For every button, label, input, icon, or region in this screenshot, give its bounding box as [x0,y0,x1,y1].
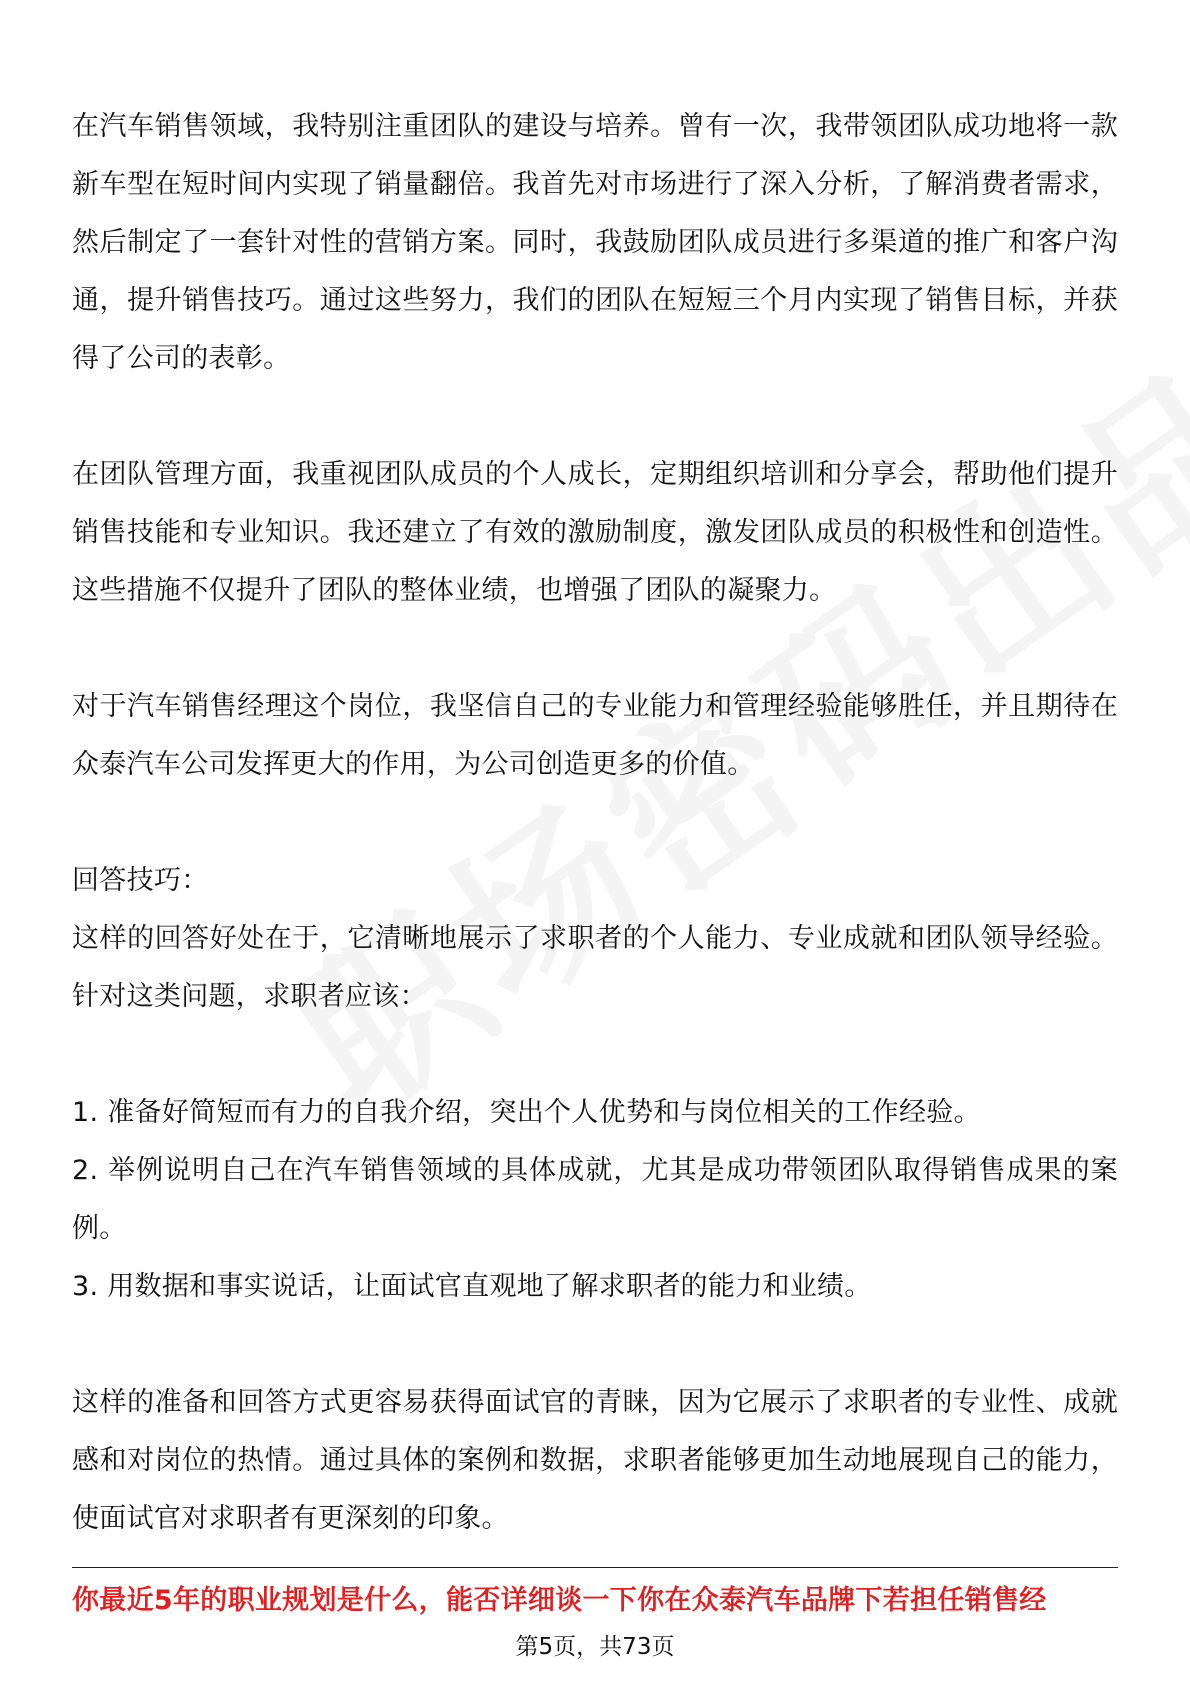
tip-list-item: 1. 准备好简短而有力的自我介绍，突出个人优势和与岗位相关的工作经验。 [72,1097,981,1128]
tips-intro: 这样的回答好处在于，它清晰地展示了求职者的个人能力、专业成就和团队领导经验。针对这类问题，求职者应该： [72,923,1118,1012]
paragraph-spacer [72,1316,1118,1374]
tips-heading: 回答技巧： [72,865,209,896]
paragraph-confidence: 对于汽车销售经理这个岗位，我坚信自己的专业能力和管理经验能够胜任，并且期待在众泰汽车公司发挥更大的作用，为公司创造更多的价值。 [72,691,1118,780]
tip-list-item: 3. 用数据和事实说话，让面试官直观地了解求职者的能力和业绩。 [72,1271,872,1302]
paragraph-spacer [72,388,1118,446]
paragraph-team-building: 在汽车销售领域，我特别注重团队的建设与培养。曾有一次，我带领团队成功地将一款新车型在短时间内实现了销量翻倍。我首先对市场进行了深入分析，了解消费者需求，然后制定了一套针对性的营销方案。同时，我鼓励团队成员进行多渠道的推广和客户沟通，提升销售技巧。通过这些努力，我们的团队在短短三个月内实现了销售目标，并获得了公司的表彰。 [72,111,1118,374]
page-content [72,98,1118,1548]
paragraph-spacer [72,1026,1118,1084]
page-number: 第5页，共73页 [515,1634,675,1660]
footer-divider [72,1567,1118,1568]
next-question-link[interactable]: 你最近5年的职业规划是什么，能否详细谈一下你在众泰汽车品牌下若担任销售经 [72,1585,1047,1616]
paragraph-spacer [72,620,1118,678]
tip-list-item: 2. 举例说明自己在汽车销售领域的具体成就，尤其是成功带领团队取得销售成果的案例。 [72,1155,1118,1244]
paragraph-team-management: 在团队管理方面，我重视团队成员的个人成长，定期组织培训和分享会，帮助他们提升销售技能和专业知识。我还建立了有效的激励制度，激发团队成员的积极性和创造性。这些措施不仅提升了团队的整体业绩，也增强了团队的凝聚力。 [72,459,1118,606]
paragraph-closing: 这样的准备和回答方式更容易获得面试官的青睐，因为它展示了求职者的专业性、成就感和对岗位的热情。通过具体的案例和数据，求职者能够更加生动地展现自己的能力，使面试官对求职者有更深刻的印象。 [72,1387,1118,1534]
paragraph-spacer [72,794,1118,852]
